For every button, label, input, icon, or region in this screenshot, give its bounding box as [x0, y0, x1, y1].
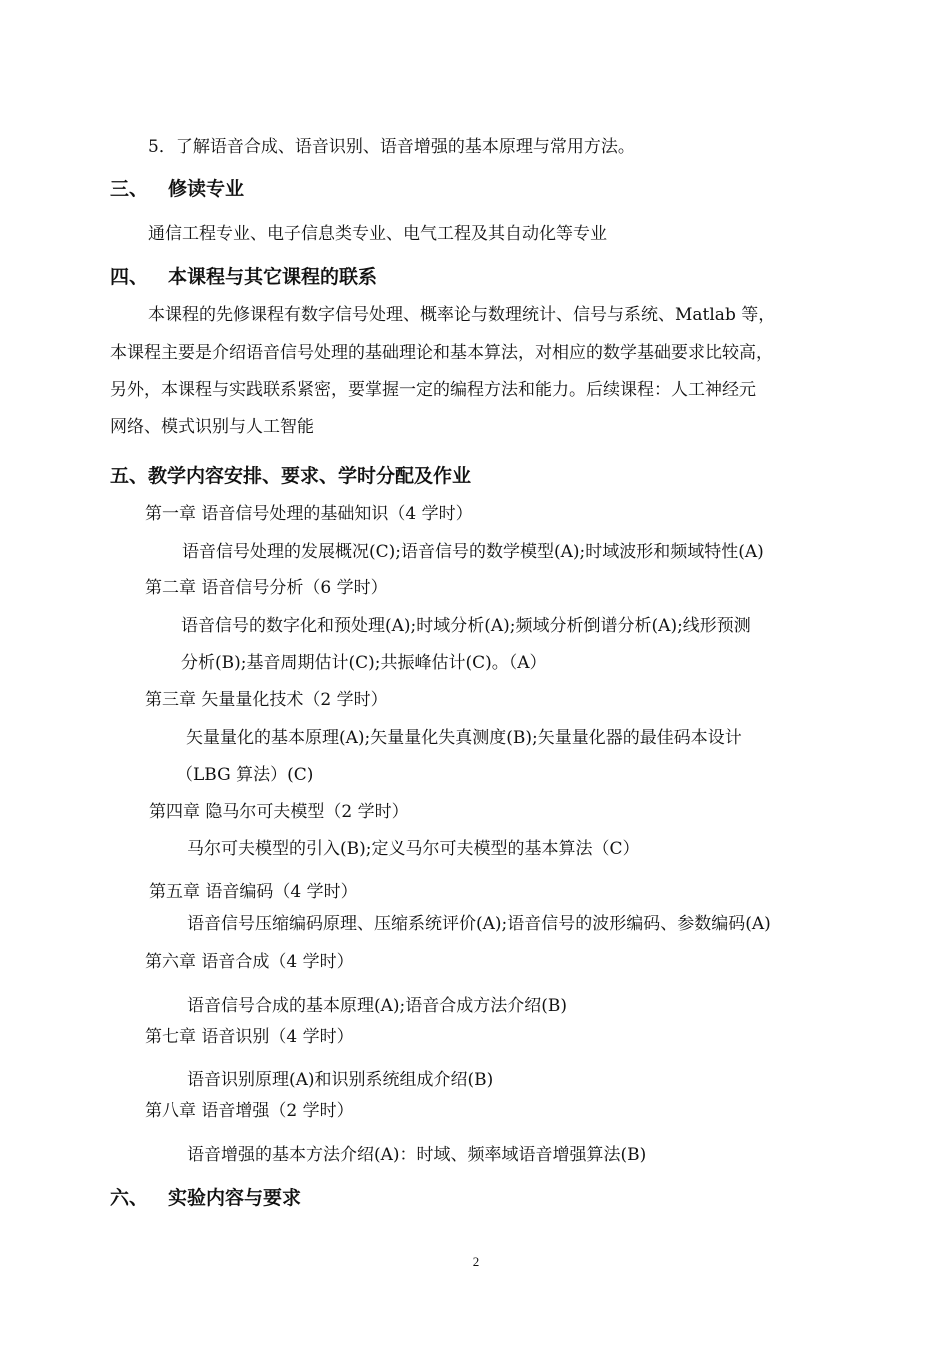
- section-heading-4: [110, 265, 377, 289]
- chapter-content: 语音信号合成的基本原理(A);语音合成方法介绍(B): [187, 996, 568, 1016]
- chapter-content: 矢量量化的基本原理(A);矢量量化失真测度(B);矢量量化器的最佳码本设计: [186, 728, 742, 748]
- section-heading-5: 五、教学内容安排、要求、学时分配及作业: [110, 465, 472, 487]
- chapter-content: 语音信号处理的发展概况(C);语音信号的数学模型(A);时域波形和频域特性(A): [182, 542, 764, 562]
- chapter-title: 第五章 语音编码（4 学时）: [149, 882, 358, 902]
- section-title: 实验内容与要求: [168, 1187, 302, 1209]
- section-heading-6: [110, 1186, 301, 1210]
- chapter-content: 语音信号的数字化和预处理(A);时域分析(A);频域分析倒谱分析(A);线形预测: [181, 616, 751, 636]
- chapter-title: 第八章 语音增强（2 学时）: [145, 1101, 354, 1121]
- chapter-content: 语音增强的基本方法介绍(A)：时域、频率域语音增强算法(B): [187, 1145, 647, 1165]
- section-title: 修读专业: [168, 178, 245, 200]
- section-number: 三、: [110, 178, 149, 200]
- chapter-content: 语音信号压缩编码原理、压缩系统评价(A);语音信号的波形编码、参数编码(A): [187, 914, 771, 934]
- paragraph-line: 本课程主要是介绍语音信号处理的基础理论和基本算法，对相应的数学基础要求比较高，: [110, 343, 773, 363]
- chapter-title: 第四章 隐马尔可夫模型（2 学时）: [149, 802, 409, 822]
- chapter-content: 马尔可夫模型的引入(B);定义马尔可夫模型的基本算法（C）: [187, 839, 640, 859]
- chapter-title: 第二章 语音信号分析（6 学时）: [145, 578, 388, 598]
- section-number: 六、: [110, 1187, 149, 1209]
- section-heading-3: [110, 177, 244, 201]
- section-title: 本课程与其它课程的联系: [168, 266, 378, 288]
- page-number: 2: [472, 1254, 480, 1269]
- chapter-title: 第六章 语音合成（4 学时）: [145, 952, 354, 972]
- objective-item-5: 5．了解语音合成、语音识别、语音增强的基本原理与常用方法。: [148, 137, 635, 157]
- paragraph-line: 另外，本课程与实践联系紧密，要掌握一定的编程方法和能力。后续课程：人工神经元: [110, 380, 756, 400]
- chapter-content: 语音识别原理(A)和识别系统组成介绍(B): [187, 1070, 494, 1090]
- paragraph-line: 网络、模式识别与人工智能: [110, 417, 314, 437]
- chapter-title: 第三章 矢量量化技术（2 学时）: [145, 690, 388, 710]
- section-3-body: 通信工程专业、电子信息类专业、电气工程及其自动化等专业: [148, 224, 607, 244]
- chapter-title: 第一章 语音信号处理的基础知识（4 学时）: [145, 504, 473, 524]
- paragraph-line: 本课程的先修课程有数字信号处理、概率论与数理统计、信号与系统、Matlab 等，: [148, 305, 776, 325]
- chapter-title: 第七章 语音识别（4 学时）: [145, 1027, 354, 1047]
- chapter-content: 分析(B);基音周期估计(C);共振峰估计(C)。（A）: [181, 653, 547, 673]
- section-number: 四、: [110, 266, 149, 288]
- chapter-content: （LBG 算法）(C): [176, 765, 314, 785]
